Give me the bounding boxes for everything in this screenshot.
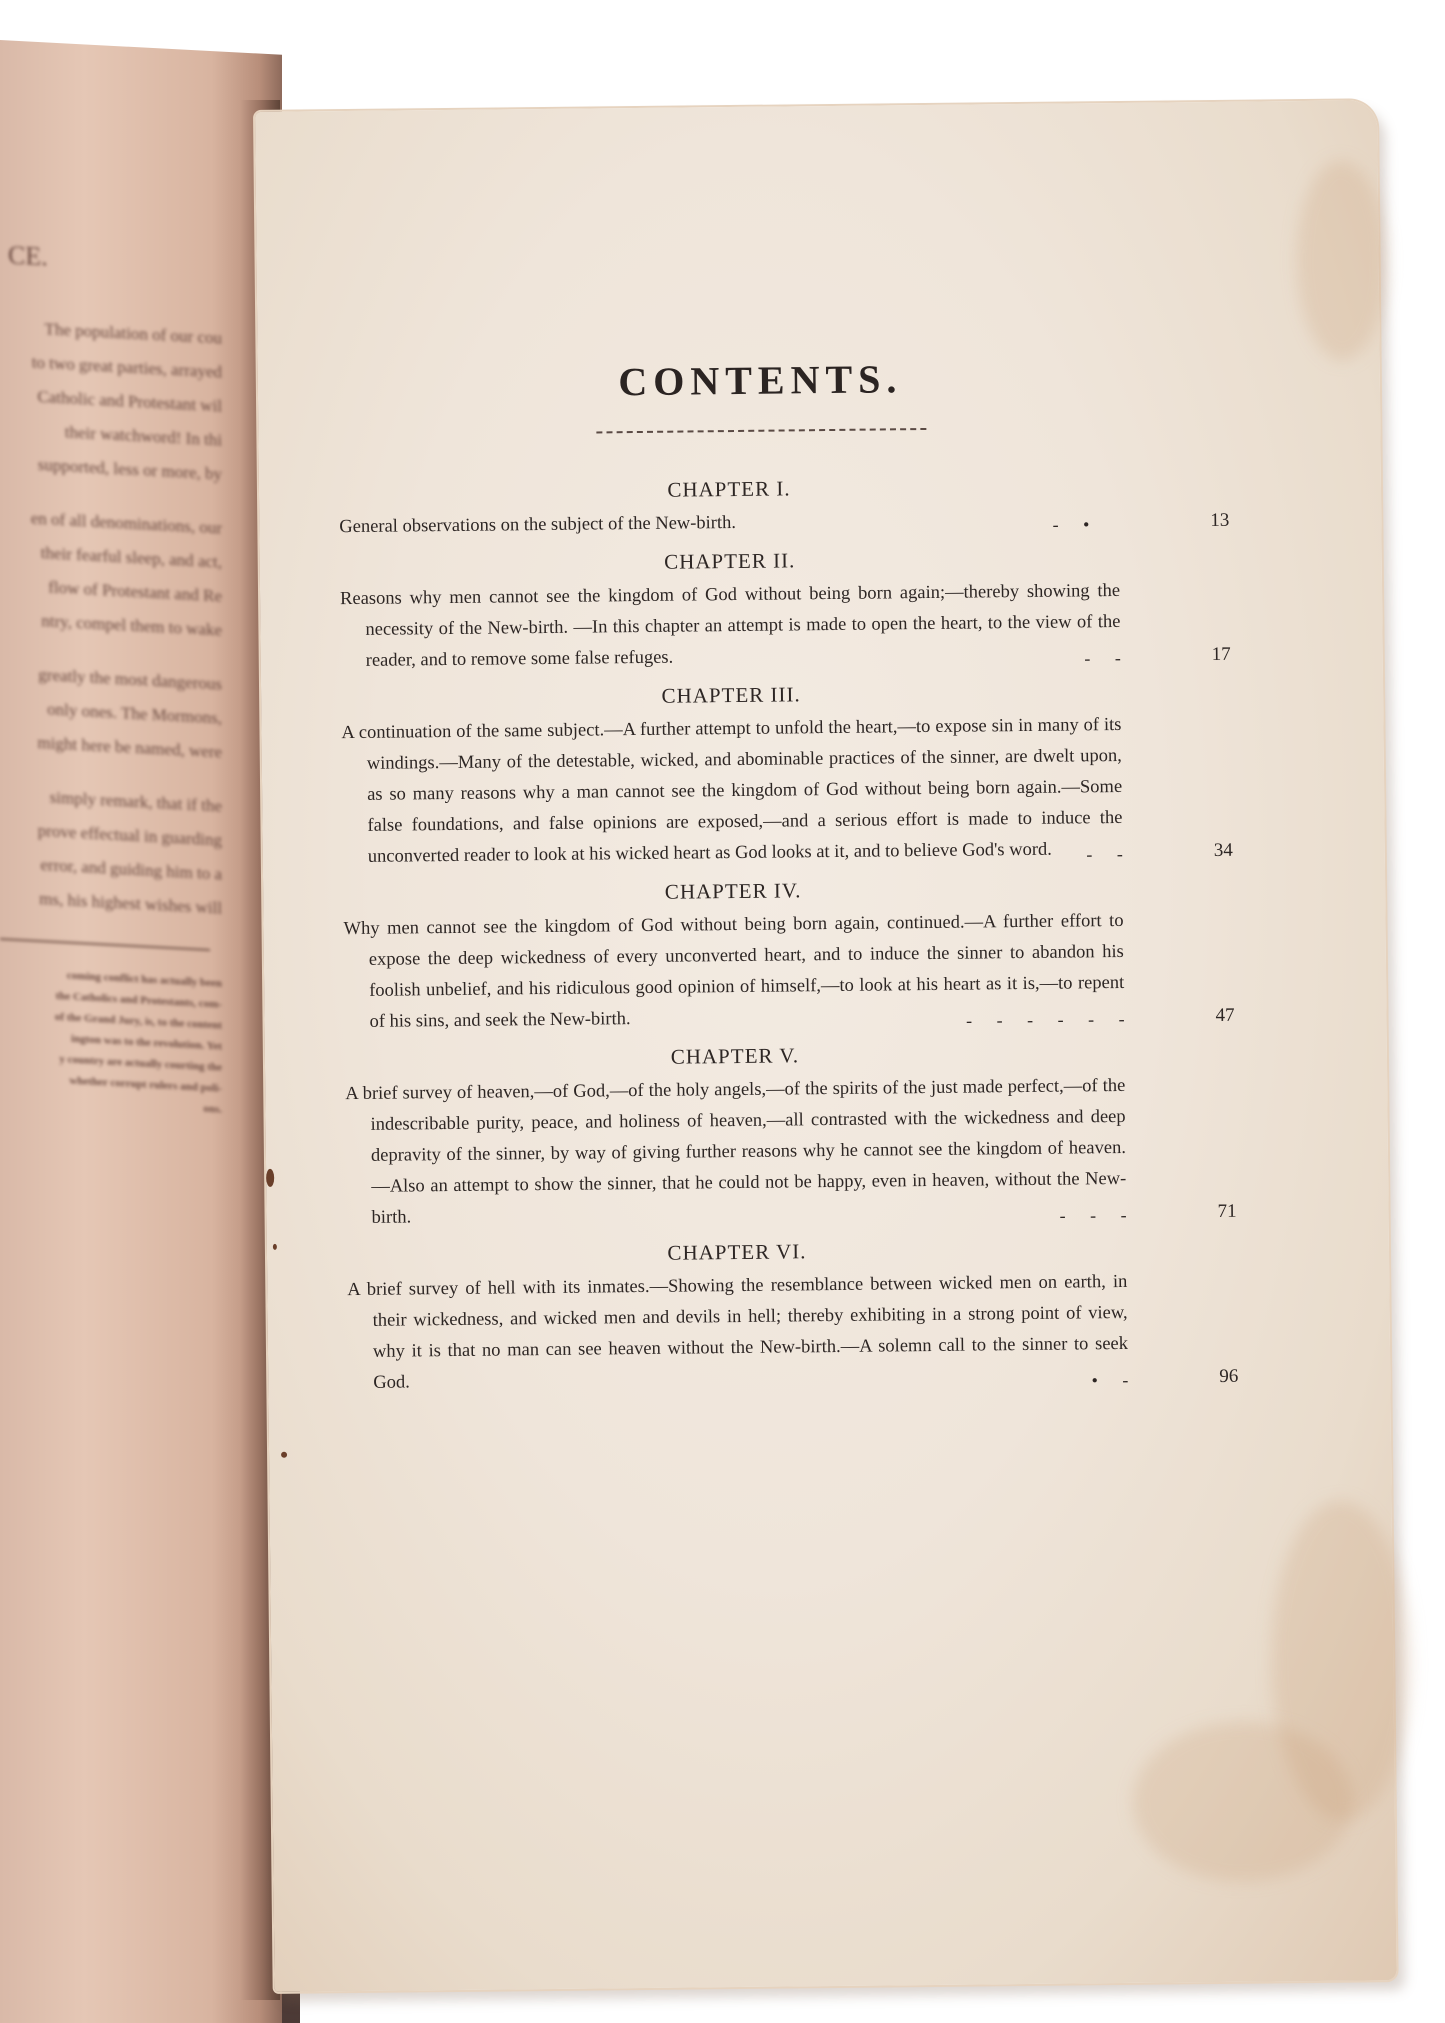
verso-footnote-line: ons. — [203, 1102, 222, 1116]
verso-line: ms, his highest wishes will — [39, 889, 222, 918]
verso-footnote-line: coming conflict has actually been — [66, 969, 222, 990]
page-number: 13 — [1210, 509, 1230, 532]
verso-line: en of all denominations, our — [30, 508, 222, 538]
foxing-stain — [1296, 160, 1388, 361]
verso-line: their watchword! In thi — [64, 422, 222, 450]
chapter-heading: CHAPTER VI. — [667, 1239, 807, 1265]
chapter-description: Why men cannot see the kingdom of God without being born again, continued.—A further effort to expose the deep wickedness of every unconverted heart, and to induce the sinner to abandon his foolish unbelief, and his ridiculous good opinion of himself,—to look at his heart as it is,—to repent of his sins, and seek the New-birth. — [343, 910, 1125, 1032]
dot-leader: - - — [1086, 843, 1133, 865]
foxing-stain — [1132, 1721, 1354, 1883]
verso-line: greatly the most dangerous — [38, 665, 222, 694]
chapter-heading: CHAPTER III. — [661, 682, 801, 708]
chapter-heading: CHAPTER I. — [667, 476, 791, 502]
page-speck — [266, 1169, 274, 1187]
dot-leader: - - - — [1059, 1204, 1137, 1226]
chapter-heading: CHAPTER II. — [664, 548, 796, 574]
title-rule — [596, 428, 926, 433]
verso-footnote-line: y country are actually courting the — [59, 1053, 222, 1074]
verso-line: might here be named, were — [37, 732, 222, 762]
toc-entry — [343, 875, 1235, 1038]
dot-leader: - - — [1084, 647, 1131, 669]
page-number: 47 — [1215, 1004, 1235, 1026]
verso-footnote-line: ington was to the revolution. Yet — [71, 1032, 222, 1053]
verso-line: only ones. The Mormons, — [47, 699, 222, 728]
verso-line: The population of our cou — [44, 319, 222, 348]
verso-footnote-line: of the Grand Jury, is, to the content — [54, 1010, 222, 1032]
page-speck — [273, 1244, 277, 1250]
verso-running-head: CE. — [8, 240, 48, 272]
page-number: 71 — [1217, 1200, 1237, 1222]
page-number: 34 — [1213, 839, 1233, 861]
toc-entry — [347, 1236, 1239, 1399]
page-title: CONTENTS. — [618, 356, 903, 405]
toc-entry — [340, 545, 1231, 677]
chapter-description: General observations on the subject of the New-birth. — [339, 512, 737, 538]
verso-line: flow of Protestant and Re — [48, 577, 222, 606]
page-number: 96 — [1219, 1365, 1239, 1387]
toc-entry — [339, 473, 1230, 543]
verso-text — [0, 240, 230, 1121]
verso-line: error, and guiding him to a — [40, 855, 222, 884]
dot-leader: - - - - - - — [965, 1008, 1135, 1031]
verso-line: simply remark, that if the — [49, 787, 222, 816]
verso-line: Catholic and Protestant wil — [37, 386, 222, 416]
verso-line: their fearful sleep, and act, — [40, 543, 222, 572]
page-number: 17 — [1211, 643, 1231, 666]
verso-line: to two great parties, arrayed — [31, 352, 222, 382]
dot-leader: • - — [1091, 1369, 1139, 1391]
table-of-contents — [339, 463, 1239, 1409]
chapter-heading: CHAPTER V. — [670, 1043, 800, 1069]
chapter-description: A brief survey of hell with its inmates.—Showing the resemblance between wicked men on earth, in their wickedness, and wicked men and devils in hell; thereby exhibiting in a strong point of view, why it is that no man can see heaven without the New-birth.—A solemn call to the sinner to seek God. — [347, 1271, 1129, 1393]
chapter-description: A brief survey of heaven,—of God,—of the holy angels,—of the spirits of the just made perfect,—of the indescribable purity, peace, and holiness of heaven,—all contrasted with the wickedness and deep depravity of the sinner, by way of giving further reasons why he cannot see the kingdom of heaven. —Also an attempt to show the sinner, that he could not be happy, even in heaven, without the New-birth. — [345, 1075, 1127, 1228]
chapter-description: Reasons why men cannot see the kingdom of God without being born again;—thereby showing the necessity of the New-birth. —In this chapter an attempt is made to open the heart, to the view of the reader, and to remove some false refuges. — [340, 580, 1121, 671]
contents-header — [258, 351, 1264, 437]
toc-entry — [341, 679, 1233, 873]
toc-entry — [345, 1040, 1237, 1234]
dot-leader: - • — [1052, 514, 1100, 535]
verso-line: ntry, compel them to wake — [41, 611, 222, 640]
chapter-description: A continuation of the same subject.—A further attempt to unfold the heart,—to expose sin in many of its windings.—Many of the detestable, wicked, and abominable practices of the sinner, are dwelt upon, as so many reasons why a man cannot see the kingdom of God without being born again.—Some false foundations, and false opinions are exposed,—and a serious effort is made to induce the unconverted reader to look at his wicked heart as God looks at it, and to believe God's word. — [341, 714, 1123, 867]
verso-footnote-line: the Catholics and Protestants, com- — [55, 989, 222, 1011]
footnote-rule — [0, 938, 210, 951]
contents-page — [255, 100, 1397, 1992]
verso-line: prove effectual in guarding — [37, 820, 222, 850]
verso-footnote-line: whether corrupt rulers and poli- — [69, 1074, 222, 1095]
verso-line: supported, less or more, by — [37, 454, 222, 484]
chapter-heading: CHAPTER IV. — [664, 878, 802, 904]
page-speck — [281, 1452, 287, 1458]
